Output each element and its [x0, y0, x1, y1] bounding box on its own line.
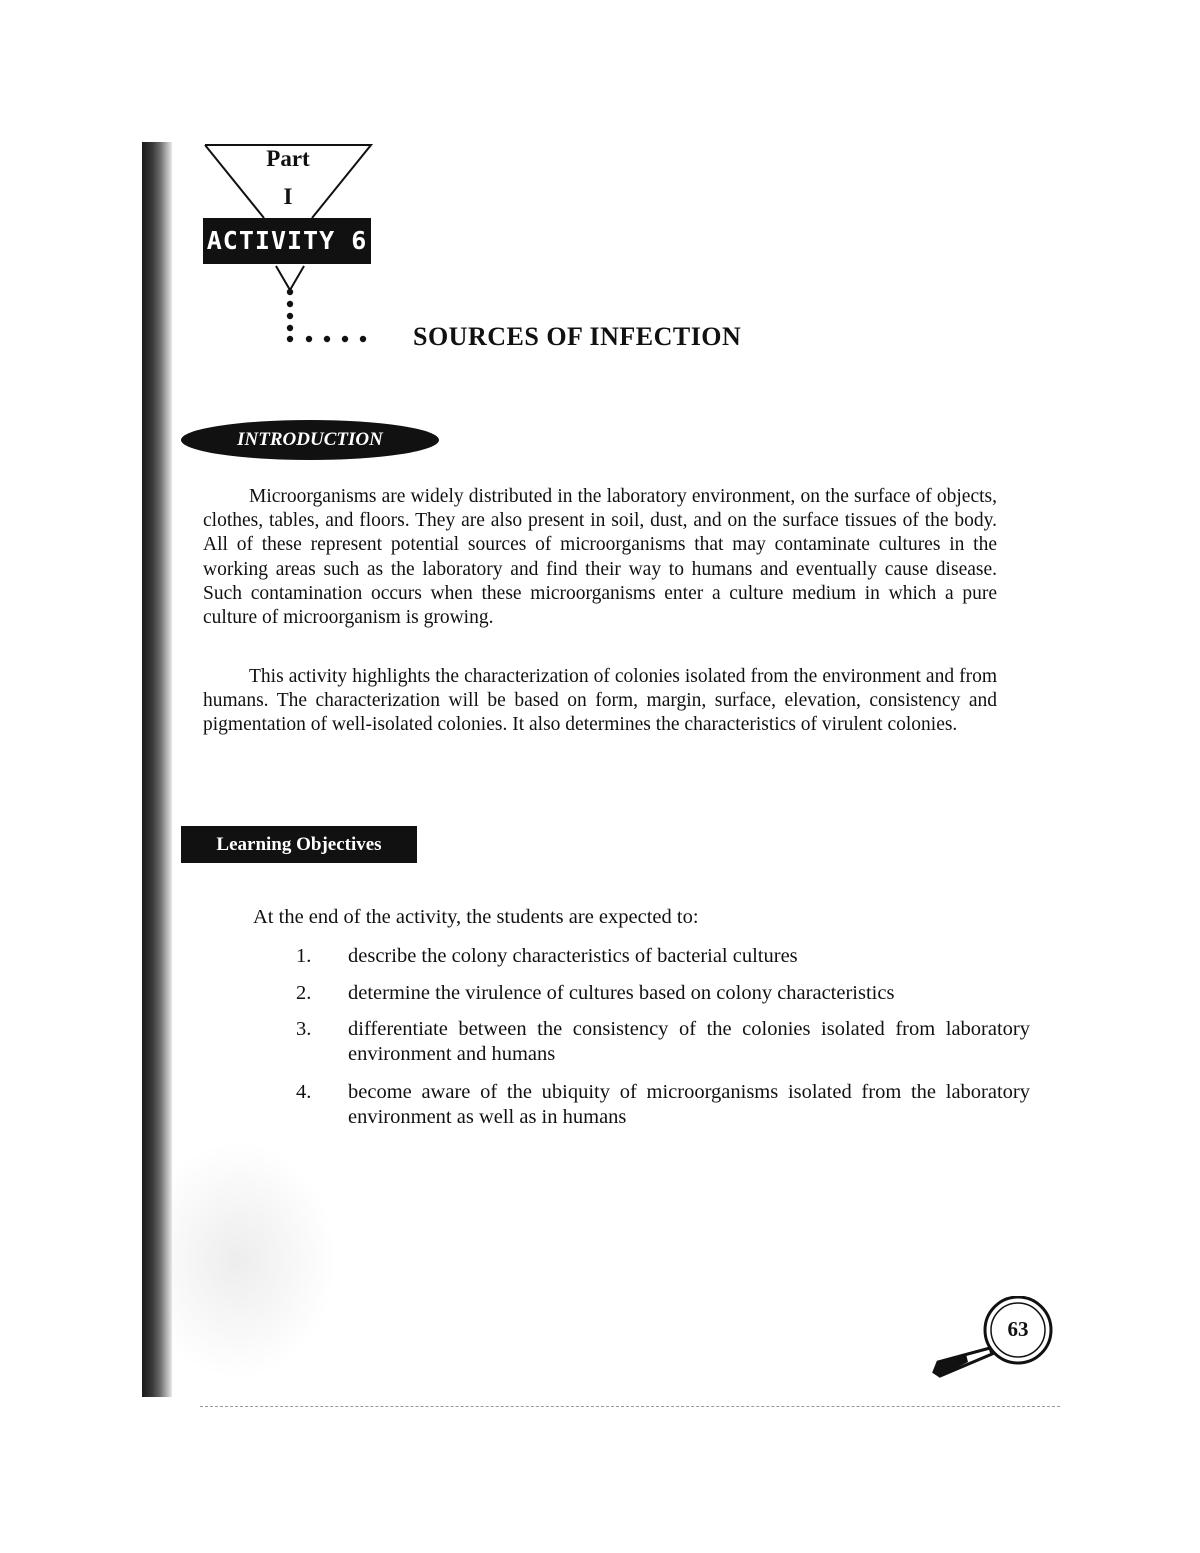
objectives-intro: At the end of the activity, the students are expected to:: [253, 906, 699, 928]
introduction-heading: INTRODUCTION: [181, 420, 439, 460]
objective-number: 2.: [296, 982, 312, 1004]
intro-paragraph-2: This activity highlights the characterization of colonies isolated from the environment and from humans. The characterization will be based on form, margin, surface, elevation, consistency and pigmentation of well-isolated colonies. It also determines the characteristics of virulent colonies.: [203, 666, 997, 736]
dotted-connector-icon: [282, 286, 382, 346]
objective-text: describe the colony characteristics of bacterial cultures: [348, 945, 798, 967]
objective-text: become aware of the ubiquity of microorganisms isolated from the laboratory environment as well as in humans: [348, 1081, 1030, 1128]
intro-paragraph-1: Microorganisms are widely distributed in the laboratory environment, on the surface of objects, clothes, tables, and floors. They are also present in soil, dust, and on the surface tissues of the body. All of these represent potential sources of microorganisms that may contaminate cultures in the working areas such as the laboratory and find their way to humans and eventually cause disease. Such contamination occurs when these microorganisms enter a culture medium in which a pure culture of microorganism is growing.: [203, 486, 997, 629]
activity-label: ACTIVITY 6: [203, 218, 371, 264]
objective-number: 3.: [296, 1018, 312, 1040]
page-number: 63: [1007, 1317, 1029, 1341]
book-spine-shadow: [142, 142, 172, 1397]
part-number: I: [283, 184, 293, 209]
learning-objectives-heading: Learning Objectives: [181, 826, 417, 863]
scan-smudge: [172, 1140, 337, 1380]
objective-number: 1.: [296, 945, 312, 967]
page-title: SOURCES OF INFECTION: [413, 322, 742, 351]
objective-number: 4.: [296, 1081, 312, 1103]
part-label: Part: [266, 146, 310, 171]
bottom-rule: [200, 1406, 1060, 1407]
objective-text: differentiate between the consistency of the colonies isolated from laboratory environment and humans: [348, 1018, 1030, 1065]
objective-text: determine the virulence of cultures based on colony characteristics: [348, 982, 895, 1004]
